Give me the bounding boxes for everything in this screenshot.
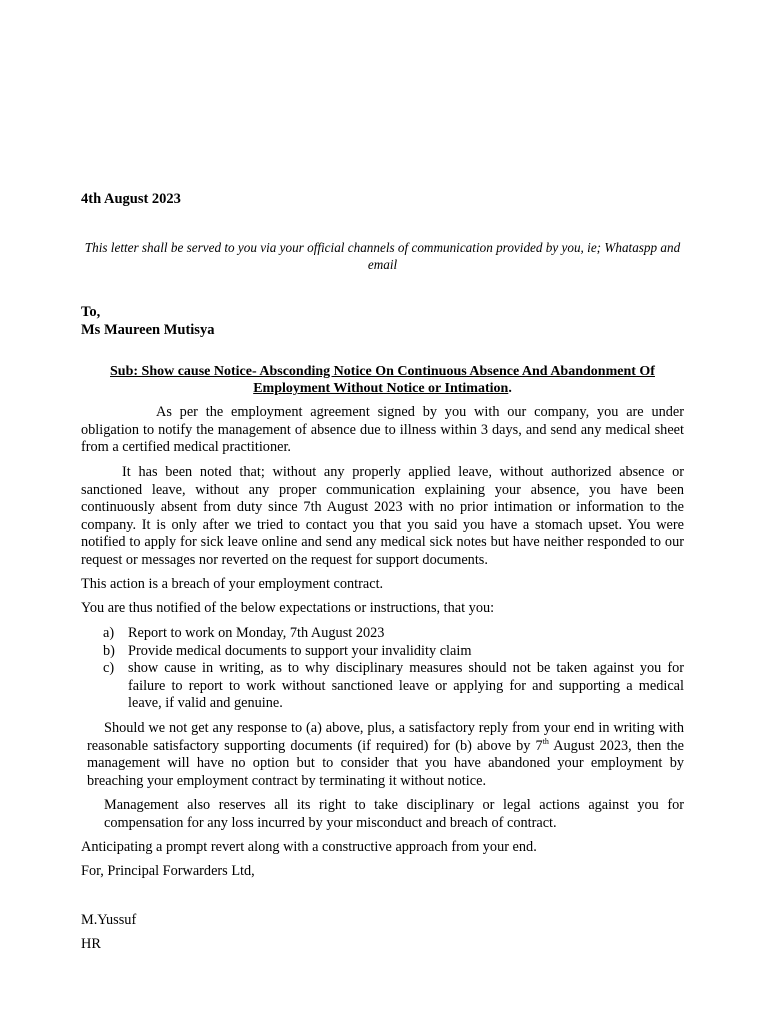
- signatory-department: HR: [81, 936, 101, 952]
- paragraph-obligation: [81, 404, 684, 457]
- to-label: To,: [81, 304, 101, 320]
- list-item: [81, 643, 684, 661]
- list-marker: a): [103, 625, 115, 641]
- subject-end: .: [508, 381, 512, 396]
- list-item: [81, 660, 684, 713]
- subject-text: Sub: Show cause Notice- Absconding Notice On Continuous Absence And Abandonment Of Employment Without Notice or Intimation: [110, 364, 655, 396]
- paragraph-breach: This action is a breach of your employment contract.: [81, 576, 384, 592]
- paragraph-absence-text: It has been noted that; without any properly applied leave, without authorized absence or sanctioned leave, without any proper communication explaining your absence, you have been continuously absent from duty since 7th August 2023 with no prior intimation or information to the company. It is only after we tried to contact you that you said you have a stomach upset. You were notified to apply for sick leave online and send any medical sick notes but have neither responded to our request or messages nor reverted on the request for support documents.: [81, 464, 684, 568]
- letter-date: 4th August 2023: [81, 191, 181, 207]
- paragraph-consequence: [87, 720, 684, 790]
- list-item: [81, 625, 684, 643]
- list-marker: b): [103, 642, 115, 659]
- superscript-th: th: [542, 736, 549, 746]
- paragraph-instructions-intro: You are thus notified of the below expectations or instructions, that you:: [81, 600, 495, 616]
- closing-line: For, Principal Forwarders Ltd,: [81, 863, 255, 879]
- recipient-name: Ms Maureen Mutisya: [81, 321, 215, 338]
- paragraph-obligation-text: As per the employment agreement signed by you with our company, you are under obligation to notify the management of absence due to illness within 3 days, and send any medical sheet from a certified medical practitioner.: [81, 404, 684, 455]
- subject-line: [81, 363, 684, 397]
- paragraph-anticipation: Anticipating a prompt revert along with a constructive approach from your end.: [81, 839, 537, 855]
- recipient-block: [81, 304, 684, 339]
- instructions-list: [81, 625, 684, 713]
- paragraph-consequence-text-a: Should we not get any response to (a) above, plus, a satisfactory reply from your end in writing with reasonable satisfactory supporting documents (if required) for (b) above by 7: [87, 720, 684, 754]
- list-item-text: show cause in writing, as to why disciplinary measures should not be taken against you for failure to report to work without sanctioned leave or applying for and supporting a medical leave, if valid and genuine.: [128, 660, 684, 711]
- signatory-name: M.Yussuf: [81, 912, 137, 928]
- paragraph-reservation: Management also reserves all its right to take disciplinary or legal actions against you for compensation for any loss incurred by your misconduct and breach of contract.: [104, 797, 684, 831]
- list-item-text: Report to work on Monday, 7th August 2023: [128, 625, 385, 641]
- paragraph-absence: [81, 464, 684, 569]
- service-note: This letter shall be served to you via your official channels of communication provided by you, ie; Whataspp and email: [84, 240, 681, 272]
- list-item-text: Provide medical documents to support your invalidity claim: [128, 642, 472, 659]
- list-marker: c): [103, 660, 115, 676]
- paragraph-consequence-text-b: August 2023, then the management will have no option but to consider that you have abandoned your employment by breaching your employment contract by terminating it without notice.: [87, 737, 684, 789]
